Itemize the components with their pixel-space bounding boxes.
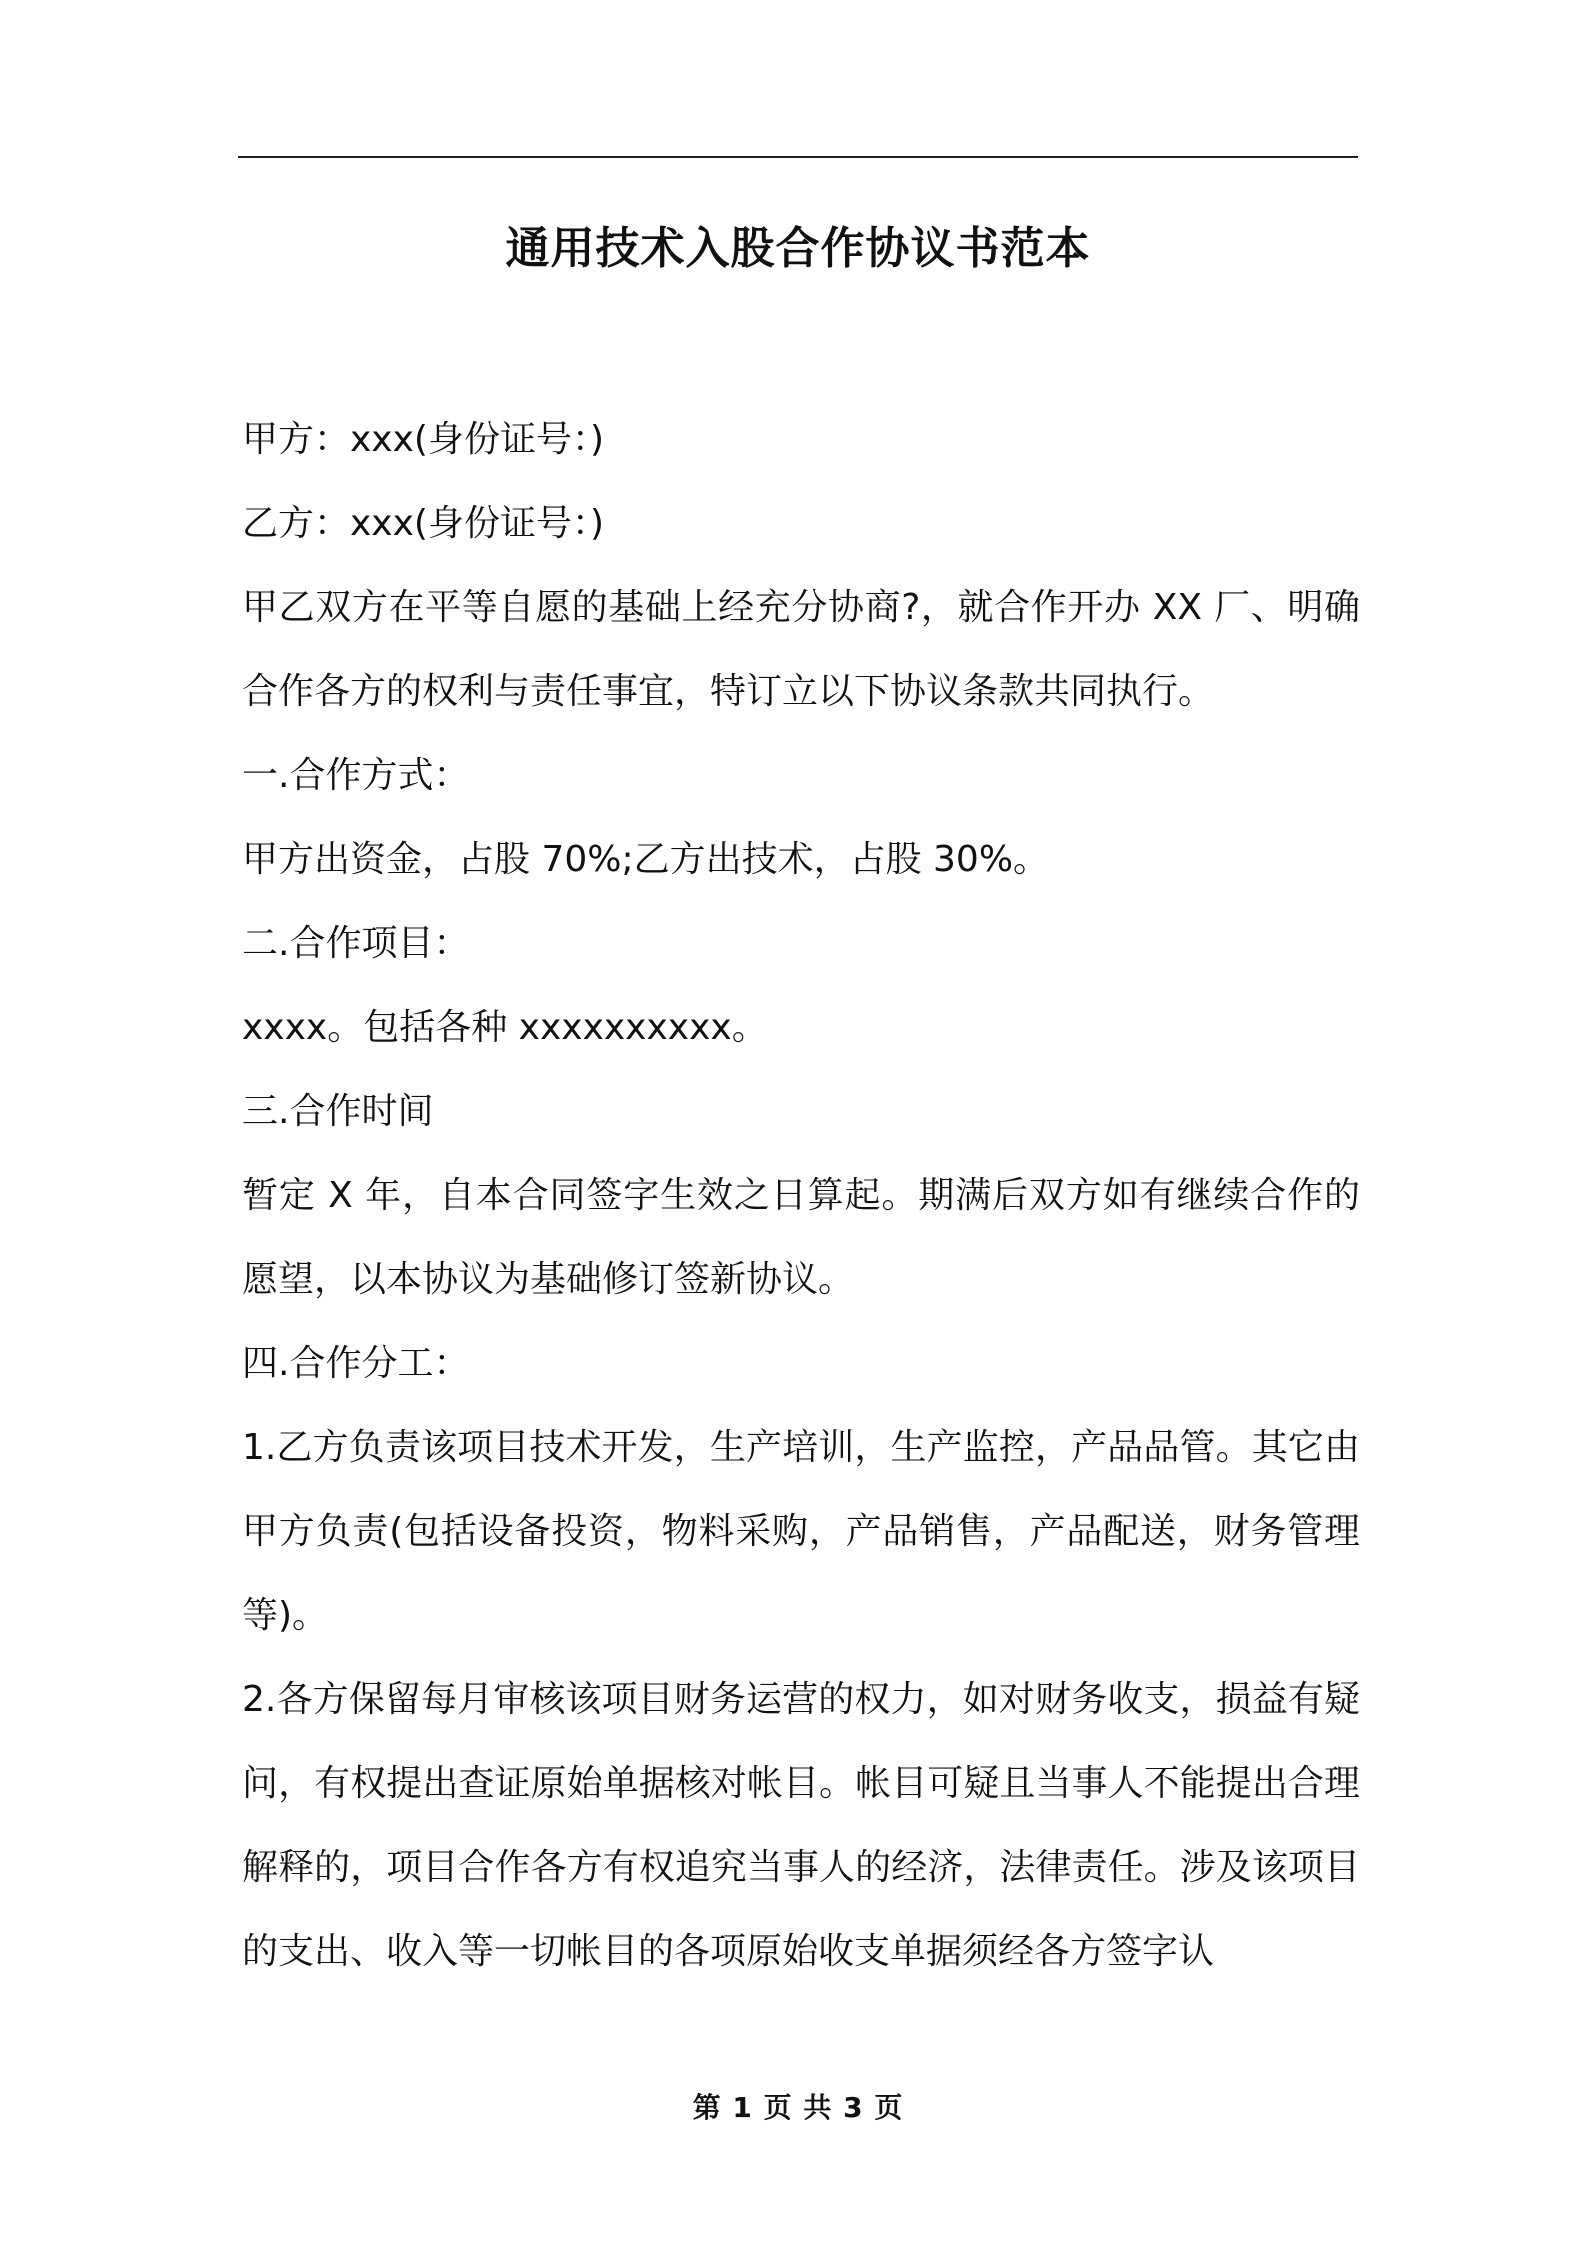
- section-heading-division-of-work: 四.合作分工：: [242, 1343, 470, 1384]
- section-heading-cooperation-time: 三.合作时间: [242, 1091, 434, 1132]
- page-footer: 第 1 页 共 3 页: [692, 2091, 904, 2124]
- cooperation-mode-paragraph: 甲方出资金，占股 70%;乙方出技术，占股 30%。: [242, 839, 1050, 880]
- division-item-1: 1.乙方负责该项目技术开发，生产培训，生产监控，产品品管。其它由甲方负责(包括设备投资，物料采购，产品销售，产品配送，财务管理等)。: [242, 1427, 1360, 1636]
- document-body: [242, 398, 1360, 1994]
- header-divider: [238, 156, 1358, 158]
- party-a-line: 甲方：xxx(身份证号：): [242, 419, 605, 460]
- section-heading-cooperation-project: 二.合作项目：: [242, 923, 470, 964]
- cooperation-project-paragraph: xxxx。包括各种 xxxxxxxxxx。: [242, 1007, 768, 1048]
- division-item-2: 2.各方保留每月审核该项目财务运营的权力，如对财务收支，损益有疑问，有权提出查证原始单据核对帐目。帐目可疑且当事人不能提出合理解释的，项目合作各方有权追究当事人的经济，法律责任。涉及该项目的支出、收入等一切帐目的各项原始收支单据须经各方签字认: [242, 1679, 1360, 1972]
- party-b-line: 乙方：xxx(身份证号：): [242, 503, 605, 544]
- preamble-paragraph: 甲乙双方在平等自愿的基础上经充分协商?，就合作开办 XX 厂、明确合作各方的权利与责任事宜，特订立以下协议条款共同执行。: [242, 587, 1360, 712]
- document-title: 通用技术入股合作协议书范本: [505, 223, 1091, 274]
- section-heading-cooperation-mode: 一.合作方式：: [242, 755, 470, 796]
- cooperation-time-paragraph: 暂定 X 年，自本合同签字生效之日算起。期满后双方如有继续合作的愿望，以本协议为基础修订签新协议。: [242, 1175, 1360, 1300]
